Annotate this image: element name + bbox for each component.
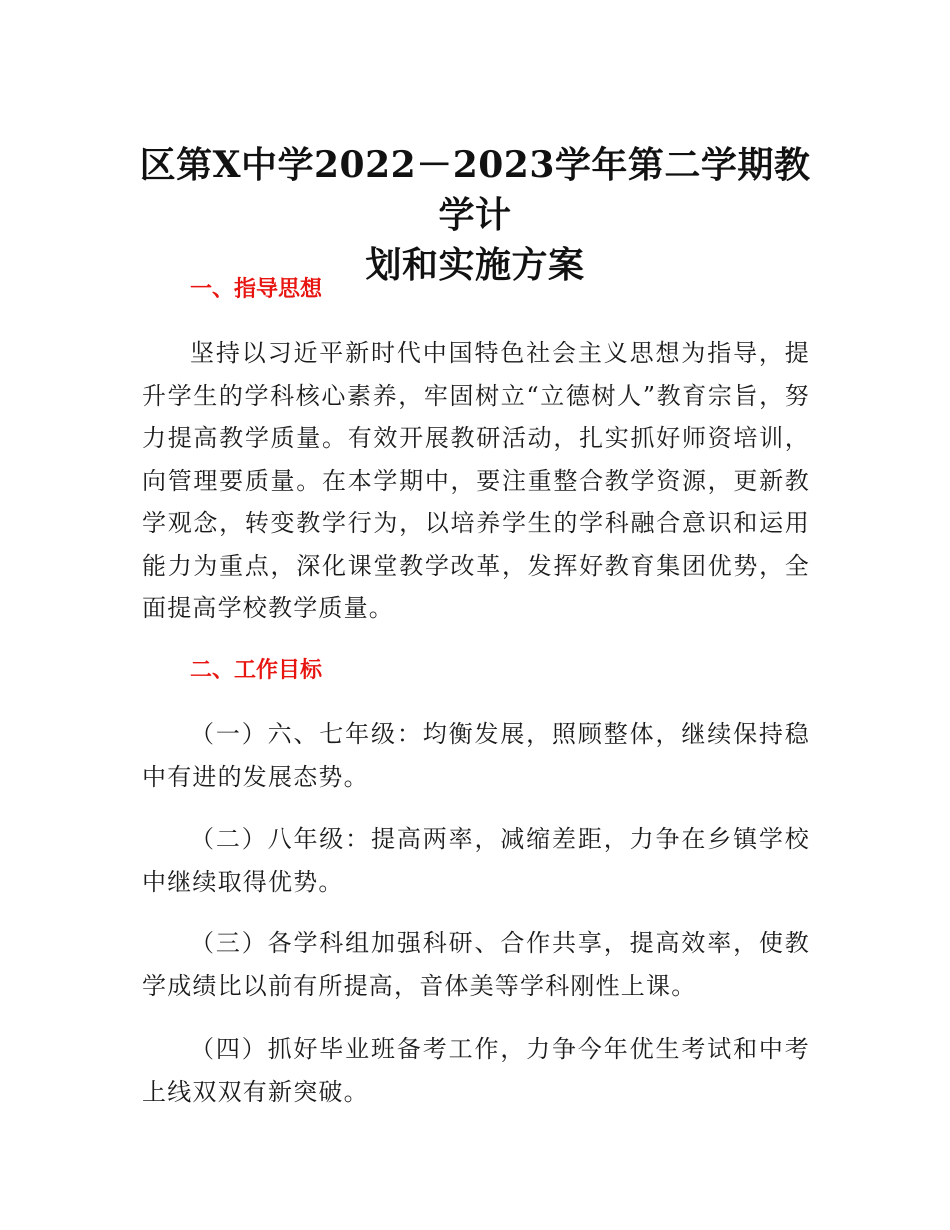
goal-item-1: （一）六、七年级：均衡发展，照顾整体，继续保持稳中有进的发展态势。 bbox=[142, 720, 810, 791]
goal-item-4: （四）抓好毕业班备考工作，力争今年优生考试和中考上线双双有新突破。 bbox=[142, 1035, 810, 1106]
title-line-2: 划和实施方案 bbox=[365, 244, 585, 286]
paragraph-guiding-ideology: 坚持以习近平新时代中国特色社会主义思想为指导，提升学生的学科核心素养，牢固树立“立德树人”教育宗旨，努力提高教学质量。有效开展教研活动，扎实抓好师资培训，向管理要质量。在本学期中，要注重整合教学资源，更新教学观念，转变教学行为，以培养学生的学科融合意识和运用能力为重点，深化课堂教学改革，发挥好教育集团优势，全面提高学校教学质量。 bbox=[142, 339, 810, 622]
section-heading-guiding-ideology: 一、指导思想 bbox=[190, 277, 323, 302]
goal-item-3: （三）各学科组加强科研、合作共享，提高效率，使教学成绩比以前有所提高，音体美等学科刚性上课。 bbox=[142, 929, 810, 1000]
goal-item-2: （二）八年级：提高两率，减缩差距，力争在乡镇学校中继续取得优势。 bbox=[142, 825, 810, 896]
title-line-1: 区第X中学2022－2023学年第二学期教学计 bbox=[139, 144, 811, 236]
section-heading-work-goals: 二、工作目标 bbox=[190, 658, 323, 683]
document-title bbox=[130, 140, 820, 290]
